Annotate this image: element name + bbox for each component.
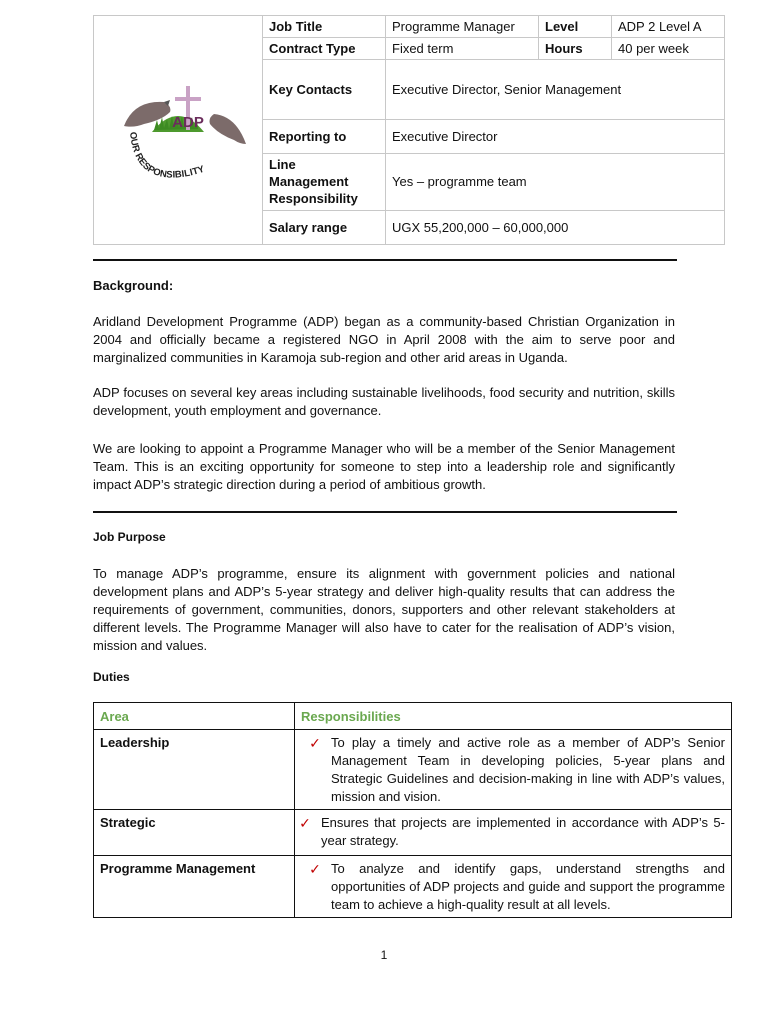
section-divider <box>93 259 677 261</box>
duty-area: Strategic <box>94 810 295 856</box>
duty-responsibility-text: To analyze and identify gaps, understand strengths and opportunities of ADP projects and guide and support the programme team to achieve a high-quality result at all levels. <box>331 861 725 912</box>
checkmark-icon: ✓ <box>299 815 311 831</box>
duty-responsibility <box>295 810 732 856</box>
line-mgmt-label-1: Line <box>269 157 296 173</box>
hours-value: 40 per week <box>612 38 725 60</box>
reporting-to-value: Executive Director <box>386 119 725 153</box>
salary-value: UGX 55,200,000 – 60,000,000 <box>386 210 725 244</box>
duty-responsibility <box>295 730 732 810</box>
key-contacts-label: Key Contacts <box>263 60 386 120</box>
col-responsibilities-header: Responsibilities <box>295 703 732 730</box>
background-paragraph-1: Aridland Development Programme (ADP) began as a community-based Christian Organization in 2004 and officially became a registered NGO in April 2008 with the aim to serve poor and marginalized communities in Karamoja sub-region and other arid areas in Uganda. <box>93 314 675 365</box>
job-title-label: Job Title <box>263 16 386 38</box>
contract-type-value: Fixed term <box>386 38 539 60</box>
duty-area: Programme Management <box>94 856 295 918</box>
checkmark-icon: ✓ <box>309 861 321 877</box>
job-title-value: Programme Manager <box>386 16 539 38</box>
logo-text: ADP <box>172 114 204 131</box>
duty-responsibility-text: To play a timely and active role as a member of ADP’s Senior Management Team in developing policies, 5-year plans and Strategic Guidelines and decision-making in line with ADP’s values, mission and vision. <box>331 735 725 804</box>
contract-type-label: Contract Type <box>263 38 386 60</box>
line-management-value: Yes – programme team <box>386 154 725 210</box>
section-divider <box>93 511 677 513</box>
duties-heading: Duties <box>93 670 130 684</box>
background-heading: Background: <box>93 278 174 293</box>
duty-responsibility-text: Ensures that projects are implemented in accordance with ADP’s 5-year strategy. <box>321 815 725 848</box>
line-management-label <box>263 154 386 210</box>
logo-cell <box>94 16 263 245</box>
job-purpose-text: To manage ADP’s programme, ensure its alignment with government policies and national development plans and ADP’s 5-year strategy and deliver high-quality results that can address the requirements of government, communities, donors, supporters and other relevant stakeholders at different levels. The Programme Manager will also have to cater for the realisation of ADP’s vision, mission and values. <box>93 566 675 653</box>
background-paragraph-3: We are looking to appoint a Programme Manager who will be a member of the Senior Management Team. This is an exciting opportunity for someone to step into a leadership role and significantly impact ADP’s strategic direction during a period of ambitious growth. <box>93 441 675 492</box>
key-contacts-value: Executive Director, Senior Management <box>386 60 725 120</box>
job-summary-table <box>93 15 725 245</box>
adp-logo <box>94 16 262 244</box>
page-number: 1 <box>380 948 388 962</box>
level-label: Level <box>539 16 612 38</box>
col-area-header: Area <box>94 703 295 730</box>
line-mgmt-label-3: Responsibility <box>269 191 358 207</box>
line-mgmt-label-2: Management <box>269 174 349 190</box>
duty-area: Leadership <box>94 730 295 810</box>
duty-responsibility <box>295 856 732 918</box>
checkmark-icon: ✓ <box>309 735 321 751</box>
reporting-to-label: Reporting to <box>263 119 386 153</box>
hours-label: Hours <box>539 38 612 60</box>
salary-label: Salary range <box>263 210 386 244</box>
logo-motto: OUR RESPONSIBILITY <box>126 131 206 181</box>
duties-table <box>93 702 732 918</box>
level-value: ADP 2 Level A <box>612 16 725 38</box>
job-purpose-heading: Job Purpose <box>93 530 166 544</box>
background-paragraph-2: ADP focuses on several key areas including sustainable livelihoods, food security and nutrition, skills development, youth employment and governance. <box>93 385 675 418</box>
